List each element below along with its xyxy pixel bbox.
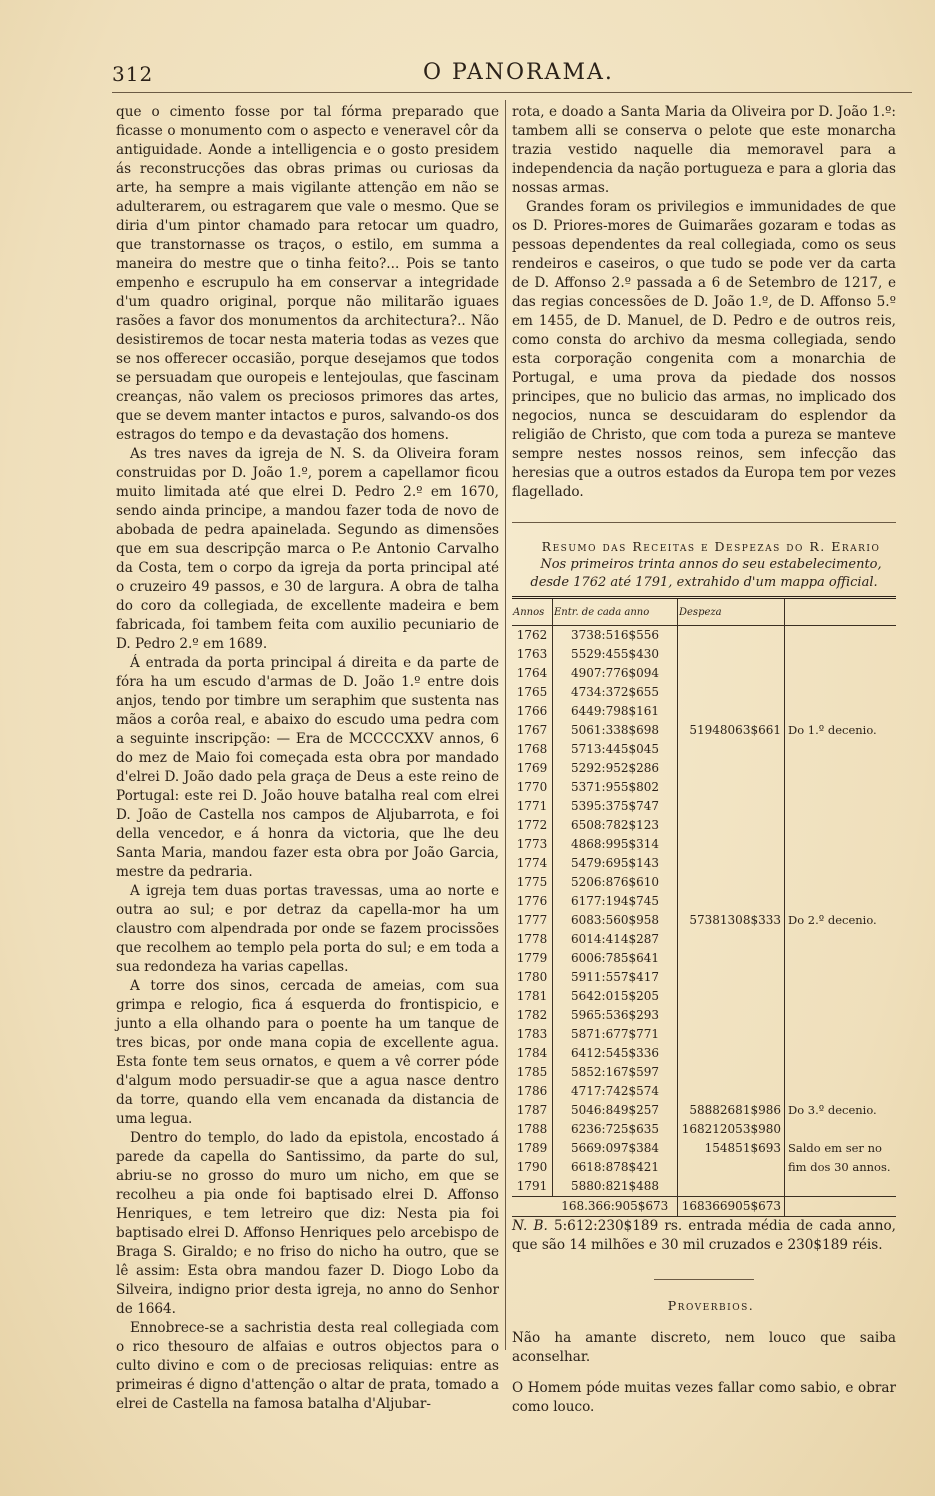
table-cell: fim dos 30 annos. — [788, 1160, 891, 1174]
table-cell: 1765 — [512, 683, 553, 702]
table-cell: 6236:725$635 — [553, 1120, 678, 1139]
table-cell — [678, 835, 785, 854]
table-cell: 5911:557$417 — [553, 968, 678, 987]
table-cell: 4907:776$094 — [553, 664, 678, 683]
col-header-years: Annos — [512, 599, 553, 626]
table-cell: 1784 — [512, 1044, 553, 1063]
table-cell — [678, 949, 785, 968]
table-cell: 5713:445$045 — [553, 740, 678, 759]
table-cell: 1770 — [512, 778, 553, 797]
table-cell: 5965:536$293 — [553, 1006, 678, 1025]
table-cell: 168212053$980 — [678, 1120, 785, 1139]
table-cell: 1783 — [512, 1025, 553, 1044]
table-cell: 4734:372$655 — [553, 683, 678, 702]
table-cell — [785, 968, 897, 987]
table-cell — [785, 930, 897, 949]
table-cell — [785, 1197, 897, 1217]
table-row — [512, 930, 896, 949]
table-cell — [785, 873, 897, 892]
table-cell: 6083:560$958 — [553, 911, 678, 930]
paragraph: Grandes foram os privilegios e immunidades de que os D. Priores-mores de Guimarães gozaram e todas as pessoas dependentes da real collegiada, como os seus rendeiros e caseiros, o que tudo se pode ver da carta de D. Affonso 2.º passada a 6 de Setembro de 1217, e das regias concessões de D. João 1.º, de D. Affonso 5.º em 1455, de D. Manuel, de D. Pedro e de outros reis, como consta do archivo da mesma collegiada, sendo esta corporação congenita com a monarchia de Portugal, e uma prova da piedade dos nossos principes, que no bulicio das armas, no implicado dos negocios, nunca se descuidaram do esplendor da religião de Christo, que com toda a pureza se manteve sempre nestes nossos reinos, sem infecção das heresias que a outros estados da Europa tem por vezes flagellado. — [512, 199, 896, 500]
table-row — [512, 1139, 896, 1158]
table-cell: 1763 — [512, 645, 553, 664]
table-cell — [785, 1044, 897, 1063]
table-cell: 1782 — [512, 1006, 553, 1025]
table-cell — [678, 759, 785, 778]
table-row — [512, 911, 896, 930]
ledger-table-frame — [512, 596, 896, 1217]
right-column — [512, 103, 896, 1417]
table-cell: 1762 — [512, 626, 553, 646]
table-cell — [678, 778, 785, 797]
table-cell: 1773 — [512, 835, 553, 854]
table-cell: 5529:455$430 — [553, 645, 678, 664]
table-cell: 4717:742$574 — [553, 1082, 678, 1101]
table-cell: 1779 — [512, 949, 553, 968]
table-cell: 1785 — [512, 1063, 553, 1082]
table-cell: 1778 — [512, 930, 553, 949]
table-cell: Do 2.º decenio. — [788, 913, 877, 927]
paragraph: A torre dos sinos, cercada de ameias, com sua grimpa e relogio, fica á esquerda do frontispicio, e junto a ella olhando para o poente ha um tanque de tres bicas, por onde mana copia de excellente agua. Esta fonte tem seus ornatos, e quem a vê correr póde d'algum modo persuadir-se que a agua nasce dentro da torre, quando ella vem encanada da distancia de uma legua. — [116, 978, 499, 1127]
table-cell — [785, 645, 897, 664]
table-cell — [785, 683, 897, 702]
table-cell — [678, 626, 785, 646]
table-cell — [678, 645, 785, 664]
table-cell — [785, 892, 897, 911]
table-cell: 58882681$986 — [678, 1101, 785, 1120]
paragraph: As tres naves da igreja de N. S. da Oliveira foram construidas por D. João 1.º, porem a capellamor ficou muito limitada até que elrei D. Pedro 2.º em 1670, sendo ainda principe, a mandou fazer toda de novo de abobada de pedra apainelada. Segundo as dimensões que em sua descripção marca o P.e Antonio Carvalho da Costa, tem o corpo da igreja da porta principal até o cruzeiro 49 passos, e 30 de largura. A obra de talha do coro da collegiada, de excellente madeira e bem fabricada, foi tambem feita com auxilio pecuniario de D. Pedro 2.º em 1689. — [116, 446, 499, 652]
table-cell: 6508:782$123 — [553, 816, 678, 835]
table-cell: 5292:952$286 — [553, 759, 678, 778]
table-cell: Saldo em ser no — [788, 1141, 882, 1155]
table-cell — [678, 854, 785, 873]
table-cell — [678, 1025, 785, 1044]
table-cell: 5061:338$698 — [553, 721, 678, 740]
table-row — [512, 797, 896, 816]
table-row — [512, 1120, 896, 1139]
table-cell — [785, 1120, 897, 1139]
section-title: Resumo das Receitas e Despezas do R. Erario — [541, 539, 881, 554]
table-row — [512, 949, 896, 968]
table-row — [512, 854, 896, 873]
table-cell: 6006:785$641 — [553, 949, 678, 968]
table-cell — [678, 968, 785, 987]
table-cell: 1768 — [512, 740, 553, 759]
table-cell — [678, 664, 785, 683]
table-cell — [678, 1044, 785, 1063]
section-rule — [512, 522, 896, 523]
note-text: 5:612:230$189 rs. entrada média de cada anno, que são 14 milhões e 30 mil cruzados e 230$189 réis. — [512, 1218, 896, 1253]
table-cell — [785, 797, 897, 816]
table-cell — [785, 759, 897, 778]
table-row — [512, 1177, 896, 1197]
table-cell: 1787 — [512, 1101, 553, 1120]
table-cell — [785, 1082, 897, 1101]
header-rule — [112, 92, 912, 93]
table-cell: 51948063$661 — [678, 721, 785, 740]
table-cell — [785, 1006, 897, 1025]
paragraph: A igreja tem duas portas travessas, uma ao norte e outra ao sul; e por detraz da capella-mor ha um claustro com alpendrada por onde se fazem procissões que recolhem ao templo pela porta do sul; e em toda a sua redondeza ha varias capellas. — [116, 883, 499, 975]
table-cell: 5479:695$143 — [553, 854, 678, 873]
table-cell: 1786 — [512, 1082, 553, 1101]
table-cell: 5206:876$610 — [553, 873, 678, 892]
table-row — [512, 1082, 896, 1101]
paragraph: Ennobrece-se a sachristia desta real collegiada com o rico thesouro de alfaias e outros objectos para o culto divino e com o de preciosas reliquias: entre as primeiras é digno d'attenção o altar de prata, tomado a elrei de Castella na famosa batalha d'Aljubar- — [116, 1320, 499, 1412]
table-row — [512, 1044, 896, 1063]
table-cell: 1774 — [512, 854, 553, 873]
table-total-row — [512, 1197, 896, 1217]
table-cell: 5395:375$747 — [553, 797, 678, 816]
table-cell — [678, 1177, 785, 1197]
table-cell: 3738:516$556 — [553, 626, 678, 646]
table-cell: 5046:849$257 — [553, 1101, 678, 1120]
table-cell — [785, 1177, 897, 1197]
table-row — [512, 968, 896, 987]
table-cell — [512, 1197, 553, 1217]
table-cell: Do 1.º decenio. — [788, 723, 877, 737]
table-row — [512, 645, 896, 664]
table-row — [512, 1025, 896, 1044]
table-header-row — [512, 599, 896, 626]
paragraph: Dentro do templo, do lado da epistola, encostado á parede da capella do Santissimo, da parte do sul, abriu-se no grosso do muro um nicho, em que se recolheu a pia onde foi baptisado elrei D. Affonso Henriques, e tem letreiro que diz: Nesta pia foi baptisado elrei D. Affonso Henriques pelo arcebispo de Braga S. Giraldo; e no friso do nicho ha outro, que se lê assim: Esta obra mandou fazer D. Diogo Lobo da Silveira, indigno prior desta igreja, no anno do Senhor de 1664. — [116, 1130, 499, 1317]
table-cell — [785, 1063, 897, 1082]
table-cell: 154851$693 — [678, 1139, 785, 1158]
table-row — [512, 626, 896, 646]
table-cell — [678, 987, 785, 1006]
table-cell — [785, 835, 897, 854]
table-cell — [678, 702, 785, 721]
table-row — [512, 664, 896, 683]
table-row — [512, 778, 896, 797]
proverbs-title: Proverbios. — [667, 1298, 755, 1313]
table-cell: 1780 — [512, 968, 553, 987]
table-cell: 1789 — [512, 1139, 553, 1158]
col-header-receipts: Entr. de cada anno — [553, 599, 678, 626]
table-cell: 1771 — [512, 797, 553, 816]
paragraph: Á entrada da porta principal á direita e da parte de fóra ha um escudo d'armas de D. João 1.º entre dois anjos, tendo por timbre um seraphim que sustenta nas mãos a corôa real, e abaixo do escudo uma pedra com a seguinte inscripção: — Era de MCCCCXXV annos, 6 do mez de Maio foi começada esta obra por mandado d'elrei D. João dado pela graça de Deus a este reino de Portugal: este rei D. João houve batalha real com elrei D. João de Castella nos campos de Aljubarrota, e foi della vencedor, e á honra da victoria, que lhe deu Santa Maria, mandou fazer esta obra por João Garcia, mestre da pedraria. — [116, 655, 499, 880]
table-cell: 1790 — [512, 1158, 553, 1177]
table-cell: 1772 — [512, 816, 553, 835]
table-cell — [785, 1025, 897, 1044]
table-cell: 6177:194$745 — [553, 892, 678, 911]
table-cell: 6014:414$287 — [553, 930, 678, 949]
table-cell: 1767 — [512, 721, 553, 740]
ledger-body — [512, 626, 896, 1217]
table-cell — [678, 1158, 785, 1177]
table-cell — [678, 683, 785, 702]
page-number: 312 — [112, 62, 154, 86]
proverb: O Homem póde muitas vezes fallar como sabio, e obrar como louco. — [512, 1380, 896, 1415]
table-cell: 5852:167$597 — [553, 1063, 678, 1082]
table-cell — [678, 1006, 785, 1025]
proverbs-rule — [654, 1279, 754, 1280]
table-cell: 1775 — [512, 873, 553, 892]
table-cell — [785, 626, 897, 646]
table-row — [512, 1063, 896, 1082]
table-cell: 1791 — [512, 1177, 553, 1197]
table-cell — [678, 740, 785, 759]
table-row — [512, 759, 896, 778]
table-cell: 1769 — [512, 759, 553, 778]
ledger-table — [512, 599, 896, 1217]
table-row — [512, 835, 896, 854]
table-row — [512, 683, 896, 702]
table-cell: 5871:677$771 — [553, 1025, 678, 1044]
table-row — [512, 987, 896, 1006]
table-row — [512, 740, 896, 759]
table-cell — [678, 1063, 785, 1082]
table-cell — [785, 816, 897, 835]
proverb: Não ha amante discreto, nem louco que saiba aconselhar. — [512, 1330, 896, 1365]
note — [512, 1217, 896, 1255]
table-row — [512, 1101, 896, 1120]
total-cell: 168.366:905$673 — [553, 1197, 678, 1217]
table-cell: 5642:015$205 — [553, 987, 678, 1006]
table-cell: 5880:821$488 — [553, 1177, 678, 1197]
table-cell: 1777 — [512, 911, 553, 930]
table-row — [512, 816, 896, 835]
table-cell — [785, 740, 897, 759]
paragraph: que o cimento fosse por tal fórma preparado que ficasse o monumento com o aspecto e veneravel côr da antiguidade. Aonde a intelligencia e o gosto presidem ás reconstrucções das obras primas ou curiosas da arte, ha sempre a mais vigilante attenção em não se adulterarem, ou estragarem que vale o mesmo. Que se diria d'um pintor chamado para retocar um quadro, que transtornasse os traços, o estilo, em summa a maneira do mestre que o tinha feito?... Pois se tanto empenho e escrupulo ha em conservar a integridade d'um quadro original, porque não militarão iguaes rasões a favor dos monumentos da architectura?.. Não desistiremos de tocar nesta materia todas as vezes que se nos offerecer occasião, porque desejamos que todos se persuadam que ouropeis e lentejoulas, que fascinam creanças, não valem os preciosos primores das artes, que se devem manter intactos e puros, salvando-os dos estragos do tempo e da devastação dos homens. — [116, 104, 499, 443]
section-subtitle: Nos primeiros trinta annos do seu estabelecimento, desde 1762 até 1791, extrahido d'um mappa official. — [530, 557, 882, 590]
left-column — [116, 103, 499, 1414]
table-cell: 6412:545$336 — [553, 1044, 678, 1063]
column-rule — [505, 100, 506, 1350]
table-row — [512, 721, 896, 740]
table-cell: 1764 — [512, 664, 553, 683]
table-cell: 1781 — [512, 987, 553, 1006]
col-header-notes — [785, 599, 897, 626]
table-cell: 1788 — [512, 1120, 553, 1139]
note-label: N. B. — [512, 1218, 548, 1234]
table-cell: 5669:097$384 — [553, 1139, 678, 1158]
table-cell: 5371:955$802 — [553, 778, 678, 797]
table-cell — [678, 873, 785, 892]
table-cell: Do 3.º decenio. — [788, 1103, 877, 1117]
table-row — [512, 702, 896, 721]
total-cell: 168366905$673 — [678, 1197, 785, 1217]
col-header-expenses: Despeza — [678, 599, 785, 626]
table-cell — [678, 1082, 785, 1101]
table-cell: 1766 — [512, 702, 553, 721]
table-cell — [678, 930, 785, 949]
table-cell — [785, 778, 897, 797]
table-cell — [785, 702, 897, 721]
table-cell — [785, 664, 897, 683]
table-cell — [678, 892, 785, 911]
table-cell — [678, 797, 785, 816]
table-cell — [785, 854, 897, 873]
table-row — [512, 1006, 896, 1025]
table-cell: 57381308$333 — [678, 911, 785, 930]
table-cell: 6449:798$161 — [553, 702, 678, 721]
table-cell — [785, 987, 897, 1006]
running-title: O PANORAMA. — [423, 60, 614, 85]
table-cell — [785, 949, 897, 968]
paragraph: rota, e doado a Santa Maria da Oliveira por D. João 1.º: tambem alli se conserva o pelote que este monarcha trazia vestido naquelle dia memoravel para a independencia da nação portugueza e para a gloria das nossas armas. — [512, 104, 896, 196]
table-cell: 4868:995$314 — [553, 835, 678, 854]
table-row — [512, 873, 896, 892]
table-row — [512, 1158, 896, 1177]
table-row — [512, 892, 896, 911]
table-cell: 6618:878$421 — [553, 1158, 678, 1177]
table-cell — [678, 816, 785, 835]
table-cell: 1776 — [512, 892, 553, 911]
